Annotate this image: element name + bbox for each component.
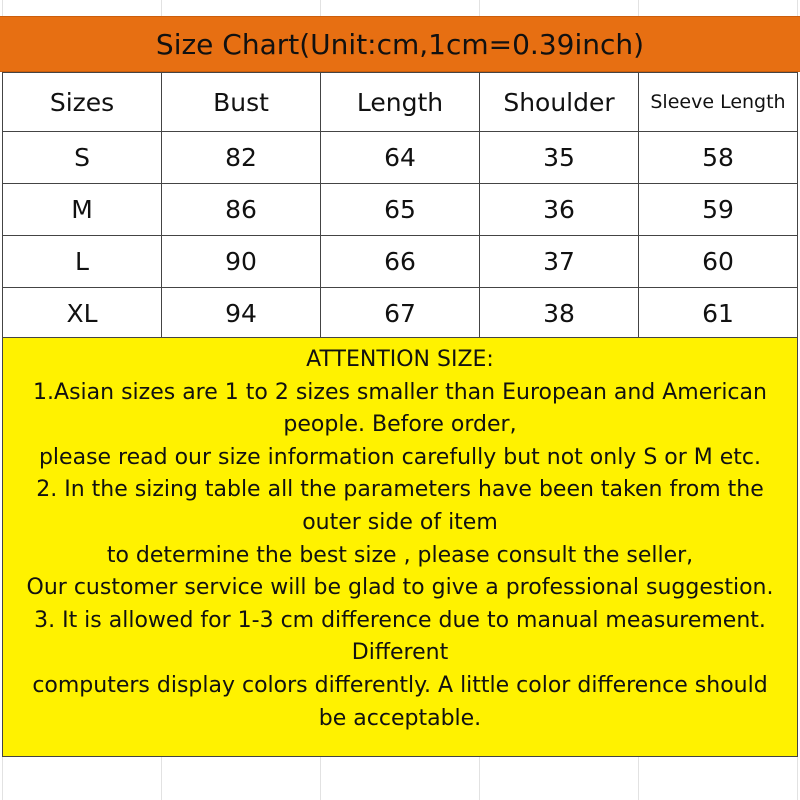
shoulder-cell: 37 [480,236,639,288]
size-cell: L [3,236,162,288]
column-header-shoulder: Shoulder [480,73,639,132]
column-header-bust: Bust [162,73,321,132]
table-row [3,288,798,340]
shoulder-cell: 35 [480,132,639,184]
notice-line: to determine the best size , please consult the seller, [106,542,694,568]
table-row [3,236,798,288]
size-table-header-row [3,73,798,132]
column-header-sleeve-length: Sleeve Length [639,73,798,132]
sleeve-length-cell: 61 [639,288,798,340]
bust-cell: 86 [162,184,321,236]
size-table [2,72,798,340]
notice-line: 3. It is allowed for 1-3 cm difference due to manual measurement. [34,607,766,633]
bust-cell: 82 [162,132,321,184]
table-row [3,132,798,184]
size-cell: XL [3,288,162,340]
notice-line: outer side of item [302,509,498,535]
bust-cell: 90 [162,236,321,288]
sleeve-length-cell: 58 [639,132,798,184]
size-chart-title-banner [0,16,800,72]
notice-line: computers display colors differently. A little color difference should [32,672,768,698]
sleeve-length-cell: 59 [639,184,798,236]
size-cell: S [3,132,162,184]
column-header-length: Length [321,73,480,132]
shoulder-cell: 36 [480,184,639,236]
sleeve-length-cell: 60 [639,236,798,288]
bust-cell: 94 [162,288,321,340]
notice-heading: ATTENTION SIZE: [306,347,494,372]
size-cell: M [3,184,162,236]
table-row [3,184,798,236]
notice-line: people. Before order, [283,412,517,438]
length-cell: 66 [321,236,480,288]
attention-notice [2,337,798,757]
notice-line: Different [351,640,449,666]
notice-line: 2. In the sizing table all the parameters have been taken from the [36,477,764,503]
shoulder-cell: 38 [480,288,639,340]
length-cell: 65 [321,184,480,236]
size-chart-title: Size Chart(Unit:cm,1cm=0.39inch) [155,27,645,61]
notice-line: 1.Asian sizes are 1 to 2 sizes smaller than European and American [33,379,767,405]
length-cell: 64 [321,132,480,184]
length-cell: 67 [321,288,480,340]
notice-line: Our customer service will be glad to give a professional suggestion. [26,575,774,601]
notice-line: please read our size information carefully but not only S or M etc. [38,444,762,470]
notice-line: be acceptable. [318,705,482,731]
column-header-sizes: Sizes [3,73,162,132]
